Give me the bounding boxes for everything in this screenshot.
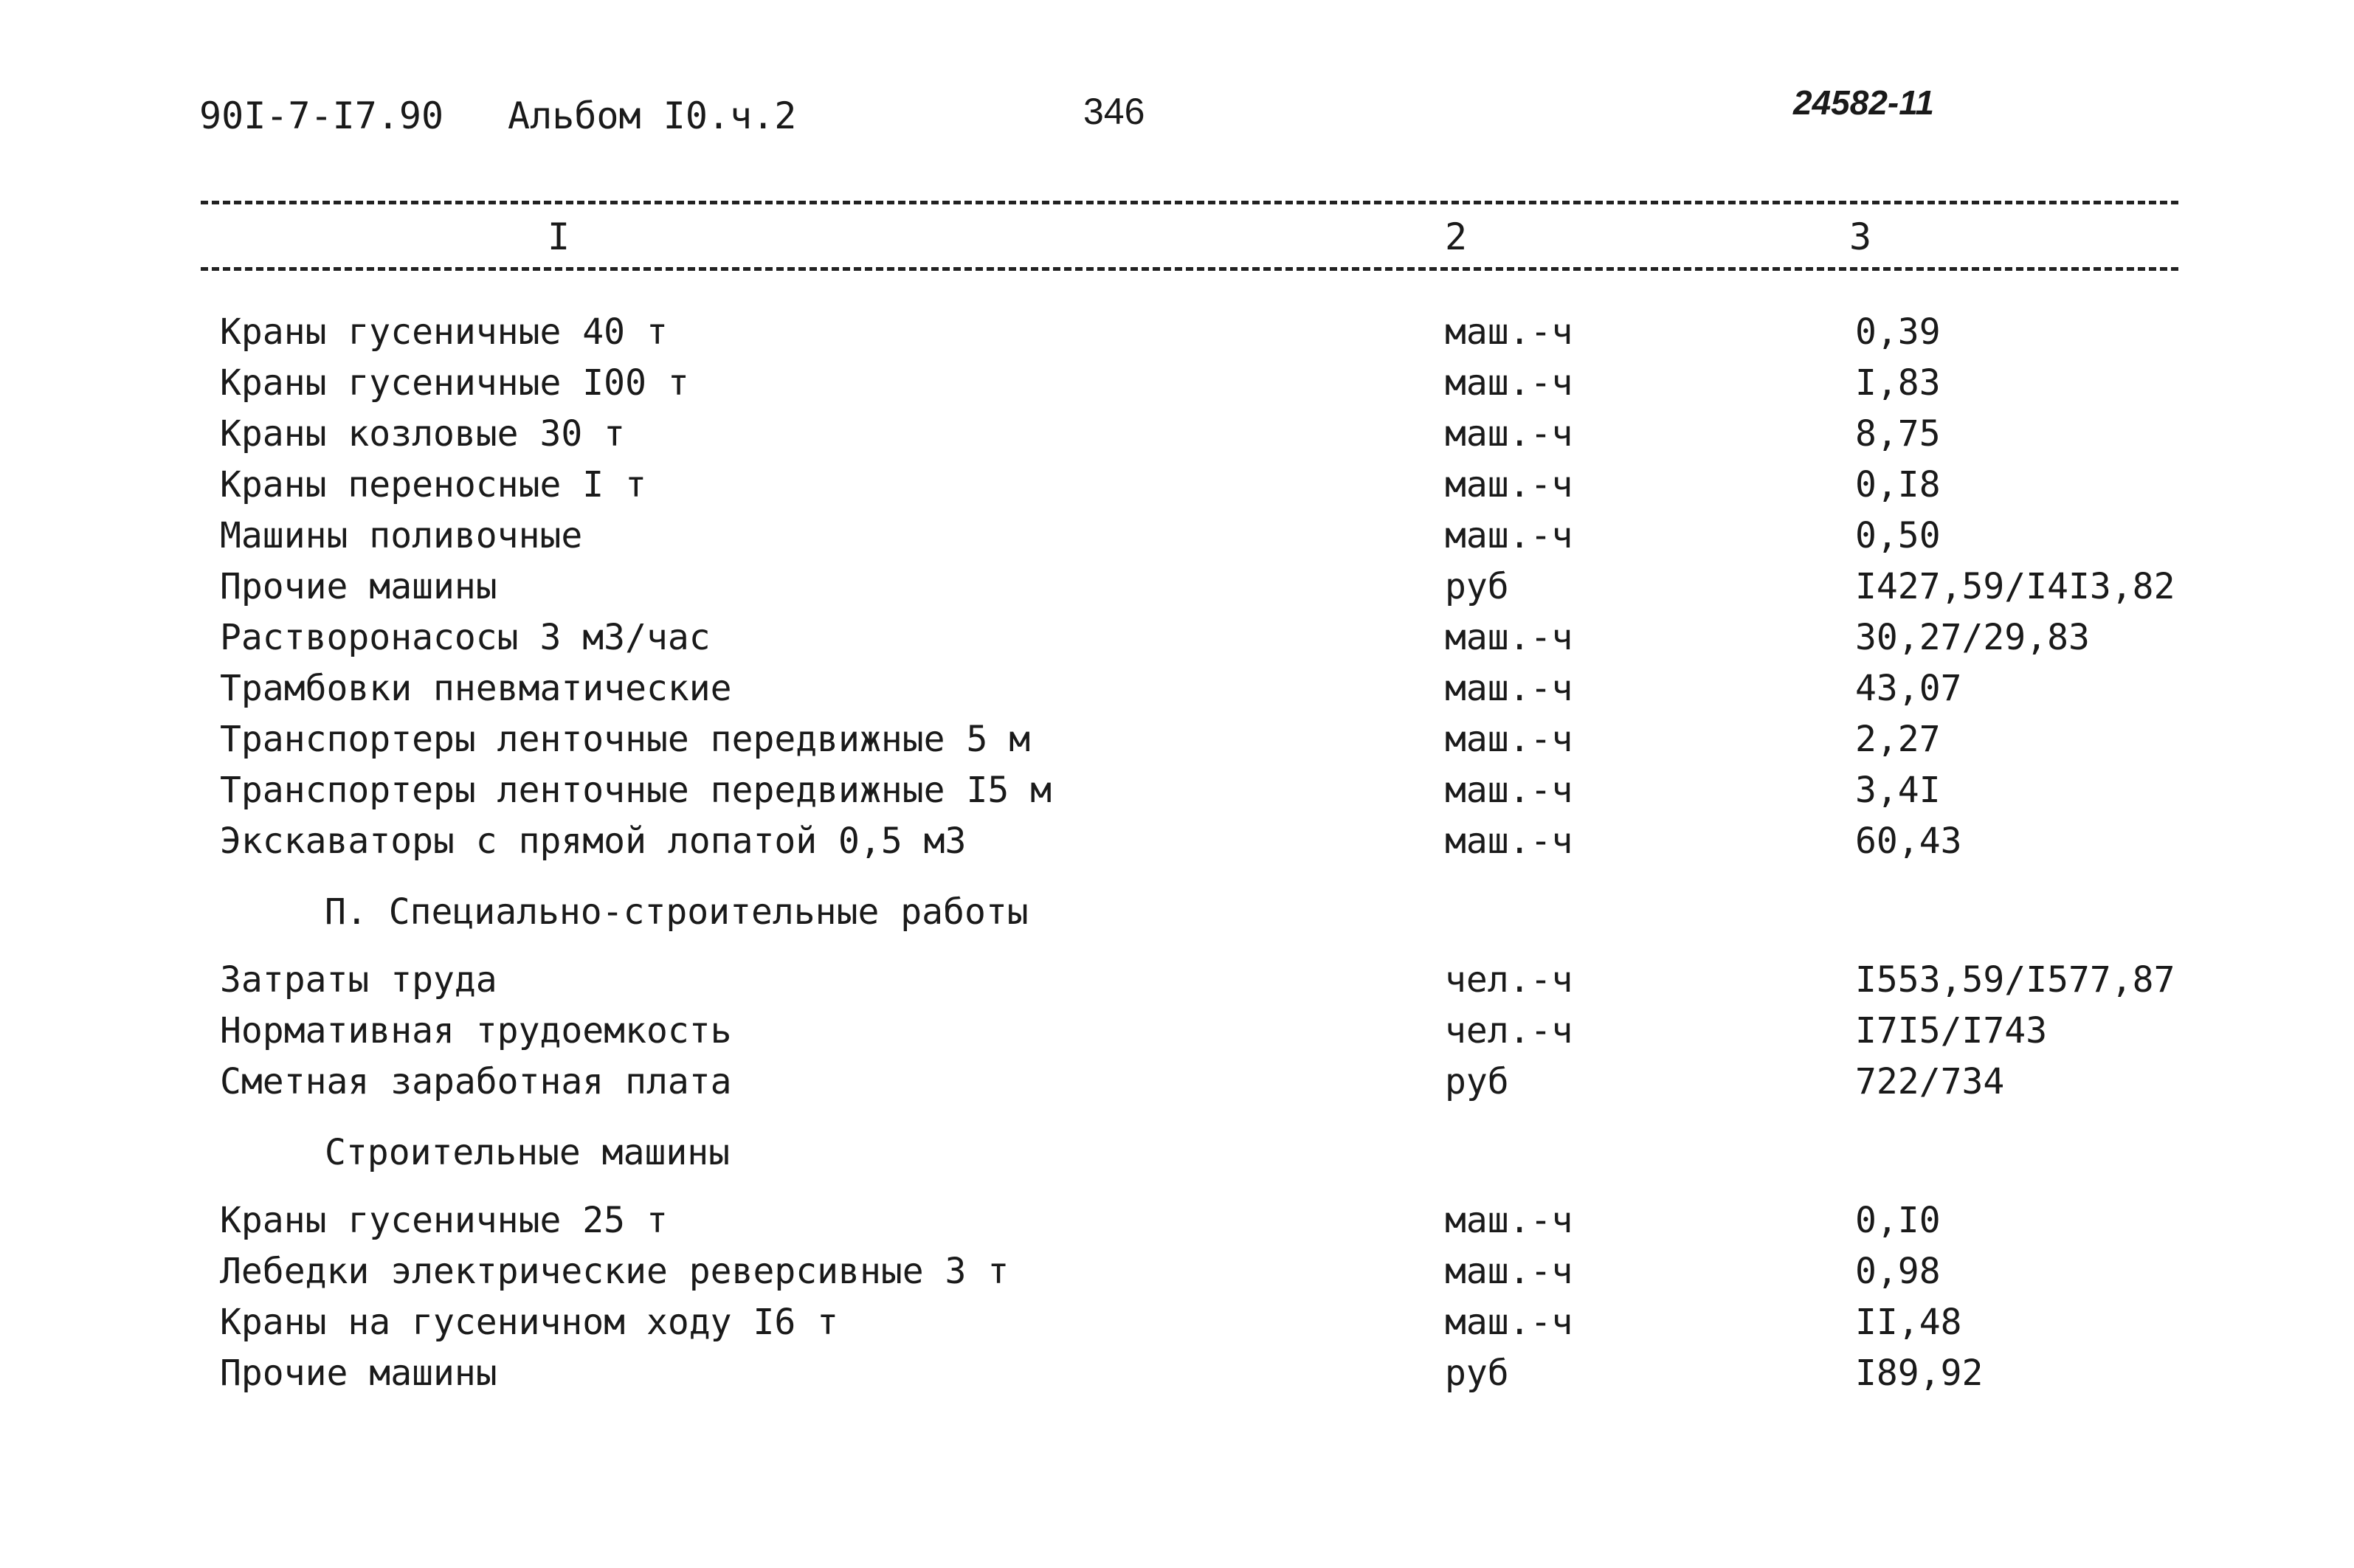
row-value: 60,43 [1855, 821, 1962, 862]
row-unit: руб [1445, 566, 1509, 607]
table-row [0, 617, 2354, 667]
table-row [0, 1200, 2354, 1250]
row-unit: маш.-ч [1445, 1251, 1573, 1292]
row-unit: маш.-ч [1445, 515, 1573, 556]
row-value: II,48 [1855, 1302, 1962, 1343]
row-name: Экскаваторы с прямой лопатой 0,5 м3 [220, 821, 967, 862]
row-unit: маш.-ч [1445, 413, 1573, 455]
row-unit: маш.-ч [1445, 719, 1573, 760]
row-name: Прочие машины [220, 1353, 497, 1394]
row-value: I,83 [1855, 362, 1941, 404]
row-name: Машины поливочные [220, 515, 583, 556]
table-row [0, 464, 2354, 514]
row-value: I89,92 [1855, 1353, 1984, 1394]
table-row [0, 515, 2354, 565]
table-row [0, 311, 2354, 362]
row-unit: маш.-ч [1445, 617, 1573, 658]
table-row [0, 1302, 2354, 1352]
row-name: Краны гусеничные 25 т [220, 1200, 668, 1241]
column-header-3: 3 [1849, 215, 1872, 258]
row-value: 2,27 [1855, 719, 1941, 760]
row-unit: маш.-ч [1445, 362, 1573, 404]
row-value: I427,59/I4I3,82 [1855, 566, 2175, 607]
row-unit: чел.-ч [1445, 959, 1573, 1001]
row-value: 0,I0 [1855, 1200, 1941, 1241]
table-row [0, 668, 2354, 718]
table-row [0, 413, 2354, 463]
row-value: I7I5/I743 [1855, 1010, 2048, 1051]
table-row [0, 1251, 2354, 1301]
table-header-rule [201, 267, 2178, 271]
document-code: 90I-7-I7.90 [199, 94, 444, 137]
table-row [0, 719, 2354, 769]
row-value: 0,98 [1855, 1251, 1941, 1292]
row-name: Прочие машины [220, 566, 497, 607]
row-unit: руб [1445, 1353, 1509, 1394]
table-row [0, 959, 2354, 1009]
row-name: Краны гусеничные I00 т [220, 362, 689, 404]
table-row [0, 770, 2354, 820]
row-name: Транспортеры ленточные передвижные 5 м [220, 719, 1031, 760]
row-name: Трамбовки пневматические [220, 668, 732, 709]
section-title: П. Специально-строительные работы [325, 891, 1029, 933]
row-value: 0,39 [1855, 311, 1941, 353]
row-unit: маш.-ч [1445, 311, 1573, 353]
subsection-title: Строительные машины [325, 1132, 731, 1173]
row-unit: маш.-ч [1445, 770, 1573, 811]
row-unit: чел.-ч [1445, 1010, 1573, 1051]
page-number: 346 [1083, 91, 1145, 132]
row-unit: маш.-ч [1445, 668, 1573, 709]
table-row [0, 1061, 2354, 1111]
handwritten-stamp: 24582-11 [1793, 83, 1934, 122]
row-value: 3,4I [1855, 770, 1941, 811]
table-row [0, 1353, 2354, 1403]
row-name: Растворонасосы 3 м3/час [220, 617, 711, 658]
row-unit: маш.-ч [1445, 821, 1573, 862]
row-name: Сметная заработная плата [220, 1061, 732, 1102]
row-name: Лебедки электрические реверсивные 3 т [220, 1251, 1009, 1292]
row-value: 43,07 [1855, 668, 1962, 709]
column-header-1: I [548, 215, 570, 258]
row-value: 0,I8 [1855, 464, 1941, 505]
row-name: Краны гусеничные 40 т [220, 311, 668, 353]
row-unit: маш.-ч [1445, 464, 1573, 505]
album-label: Альбом I0.ч.2 [508, 94, 797, 137]
column-header-2: 2 [1445, 215, 1468, 258]
row-name: Затраты труда [220, 959, 497, 1001]
table-row [0, 821, 2354, 871]
row-name: Нормативная трудоемкость [220, 1010, 732, 1051]
row-unit: маш.-ч [1445, 1200, 1573, 1241]
row-value: 30,27/29,83 [1855, 617, 2090, 658]
row-name: Транспортеры ленточные передвижные I5 м [220, 770, 1052, 811]
row-name: Краны переносные I т [220, 464, 646, 505]
table-row [0, 566, 2354, 616]
row-name: Краны на гусеничном ходу I6 т [220, 1302, 839, 1343]
row-unit: маш.-ч [1445, 1302, 1573, 1343]
row-unit: руб [1445, 1061, 1509, 1102]
row-value: 0,50 [1855, 515, 1941, 556]
row-value: I553,59/I577,87 [1855, 959, 2175, 1001]
table-top-rule [201, 201, 2178, 204]
row-value: 722/734 [1855, 1061, 2005, 1102]
table-row [0, 362, 2354, 412]
row-name: Краны козловые 30 т [220, 413, 626, 455]
row-value: 8,75 [1855, 413, 1941, 455]
table-row [0, 1010, 2354, 1060]
